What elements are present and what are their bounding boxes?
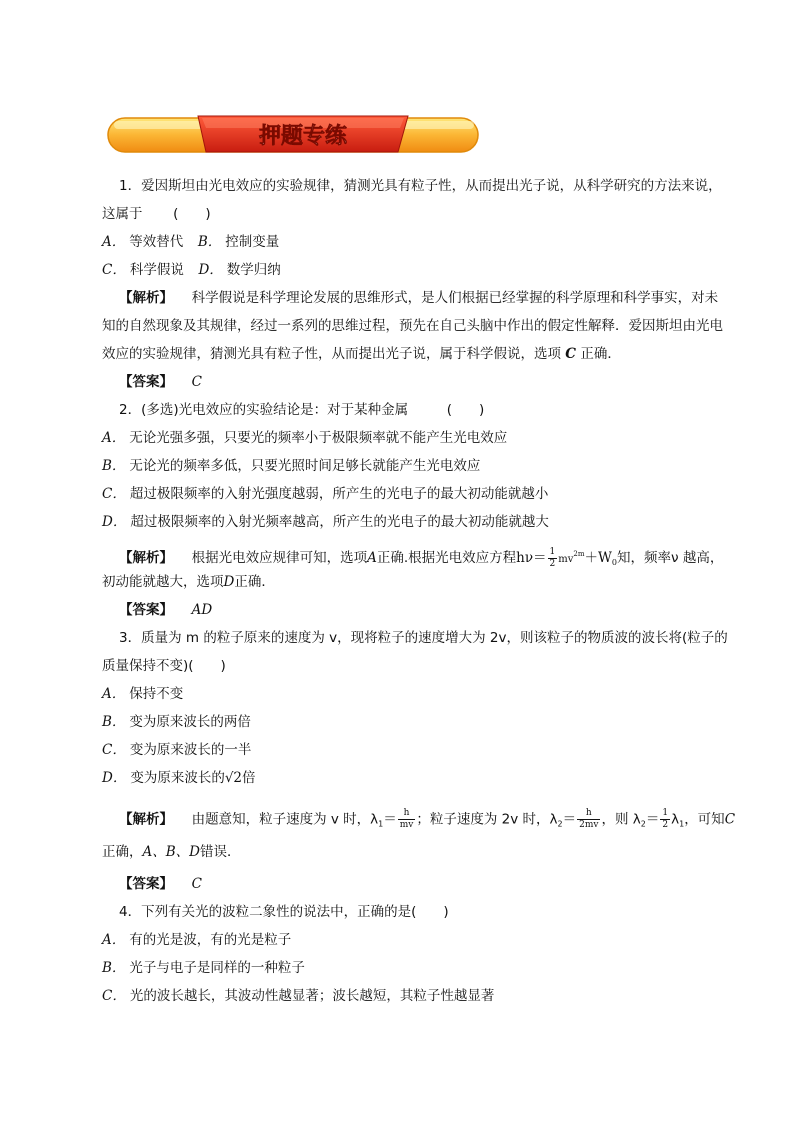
q2-analysis-line2 xyxy=(102,572,275,592)
q3-fraction-2-num: h xyxy=(577,808,600,820)
q1-option-b: 控制变量 xyxy=(225,234,280,250)
q4-stem: 4．下列有关光的波粒二象性的说法中，正确的是( ) xyxy=(119,904,449,920)
q3-fraction-1 xyxy=(398,808,416,831)
q3-analysis-t5: ，可知 xyxy=(684,811,725,828)
q3-stem-line1: 3．质量为 m 的粒子原来的速度为 v，现将粒子的速度增大为 2v，则该粒子的物质波的波长将(粒子的 xyxy=(119,630,728,646)
q1-option-a: 等效替代 xyxy=(129,234,184,250)
q3-fraction-1-num: h xyxy=(398,808,416,820)
q1-option-a-letter: A． xyxy=(102,234,126,250)
q3-option-b: 变为原来波长的两倍 xyxy=(129,714,251,730)
q3-fraction-2 xyxy=(577,808,600,831)
q2-formula-fraction xyxy=(548,547,558,570)
q3-option-d-text-a: 变为原来波长的 xyxy=(130,770,225,786)
q1-option-d-letter: D． xyxy=(198,262,223,278)
q1-answer-value: C xyxy=(191,374,202,390)
q2-analysis-letter-a: A xyxy=(367,550,377,566)
q2-formula-subscript: 0 xyxy=(611,558,617,567)
q3-answer xyxy=(102,874,202,894)
q4-option-a-letter: A． xyxy=(102,932,126,948)
q1-analysis-text3a: 效应的实验规律，猜测光具有粒子性，从而提出光子说，属于科学假说，选项 xyxy=(102,346,561,362)
q4-option-b-row xyxy=(102,958,305,978)
q3-option-a: 保持不变 xyxy=(129,686,184,702)
q3-option-b-letter: B． xyxy=(102,714,126,730)
q3-option-b-row xyxy=(102,712,251,732)
q3-analysis-eq2: ＝ xyxy=(562,811,577,828)
q3-option-d-sqrt: √2 xyxy=(224,770,243,786)
q3-analysis-t1: 由题意知，粒子速度为 v 时，λ xyxy=(191,811,379,828)
q1-analysis-tag: 【解析】 xyxy=(119,290,173,306)
q3-option-a-letter: A． xyxy=(102,686,126,702)
q3-analysis-t3: ，则 λ xyxy=(601,811,641,828)
q1-answer-tag: 【答案】 xyxy=(119,374,173,390)
section-banner xyxy=(106,112,480,156)
q1-analysis-text3b: 正确． xyxy=(580,346,621,362)
q3-analysis-t2: ；粒子速度为 2v 时，λ xyxy=(416,811,558,828)
q3-analysis-sub4: 1 xyxy=(679,819,685,829)
q4-option-b-letter: B． xyxy=(102,960,126,976)
q2-formula-denominator: 2 xyxy=(549,558,556,569)
q2-option-b-row xyxy=(102,456,480,476)
q4-option-a-row xyxy=(102,930,291,950)
q2-option-d-row xyxy=(102,512,549,532)
q3-fraction-3-den: 2 xyxy=(662,820,669,830)
q3-analysis-letter: C xyxy=(724,811,736,828)
q3-analysis-letters: A、B、D xyxy=(142,844,200,860)
q2-bracket: ( ) xyxy=(446,402,485,418)
q2-answer xyxy=(102,600,212,620)
q3-analysis-sub3: 2 xyxy=(640,819,646,829)
q1-stem-text: 这属于 xyxy=(102,206,143,222)
q3-option-c: 变为原来波长的一半 xyxy=(129,742,252,758)
q1-analysis-line2: 知的自然现象及其规律，经过一系列的思维过程，预先在自己头脑中作出的假定性解释．爱因斯坦由光电 xyxy=(102,318,723,334)
q2-option-a: 无论光强多强，只要光的频率小于极限频率就不能产生光电效应 xyxy=(129,430,508,446)
q2-answer-tag: 【答案】 xyxy=(119,602,173,618)
q3-fraction-3 xyxy=(660,808,670,831)
q2-analysis-tag: 【解析】 xyxy=(119,550,173,566)
q3-option-d-row xyxy=(102,768,256,788)
q3-option-d-text-b: 倍 xyxy=(242,770,256,786)
q3-analysis-sub2: 2 xyxy=(557,819,563,829)
q1-option-b-letter: B． xyxy=(197,234,222,250)
q3-answer-value: C xyxy=(191,876,202,892)
q2-analysis-text1a: 根据光电效应规律可知，选项 xyxy=(191,550,368,566)
q2-stem-text: 2．(多选)光电效应的实验结论是：对于某种金属 xyxy=(119,402,409,418)
q2-option-a-row xyxy=(102,428,507,448)
q2-option-d-letter: D． xyxy=(102,514,127,530)
banner-title: 押题专练 xyxy=(258,124,348,149)
q2-analysis-text1b: 正确.根据光电效应方程 xyxy=(376,550,517,566)
q1-analysis-line1 xyxy=(102,288,718,308)
q2-formula-numerator: 1 xyxy=(549,546,556,557)
q3-fraction-1-den: mv xyxy=(399,820,414,830)
q4-option-c: 光的波长越长，其波动性越显著；波长越短，其粒子性越显著 xyxy=(129,988,495,1004)
q1-stem-line2 xyxy=(102,204,211,224)
q3-fraction-3-num: 1 xyxy=(662,808,669,818)
q4-option-a: 有的光是波，有的光是粒子 xyxy=(129,932,292,948)
q2-formula-mv: mv xyxy=(558,554,574,565)
q2-stem xyxy=(102,400,484,420)
q2-analysis-line1 xyxy=(102,544,723,573)
q2-analysis-letter-d: D xyxy=(223,574,235,590)
q2-option-c-letter: C． xyxy=(102,486,126,502)
q2-option-b-letter: B． xyxy=(102,458,126,474)
q1-analysis-letter: C xyxy=(565,346,577,362)
q1-answer xyxy=(102,372,202,392)
q1-option-c-letter: C． xyxy=(102,262,126,278)
q3-analysis-tag: 【解析】 xyxy=(119,811,173,828)
q2-option-a-letter: A． xyxy=(102,430,126,446)
q3-analysis-eq3: ＝ xyxy=(645,811,660,828)
q1-analysis-text1: 科学假说是科学理论发展的思维形式，是人们根据已经掌握的科学原理和科学事实，对未 xyxy=(191,290,719,306)
q3-option-c-letter: C． xyxy=(102,742,126,758)
q3-answer-tag: 【答案】 xyxy=(119,876,173,892)
q4-option-c-row xyxy=(102,986,494,1006)
q3-analysis-text2a: 正确， xyxy=(102,844,143,860)
q4-option-c-letter: C． xyxy=(102,988,126,1004)
banner-graphic xyxy=(106,112,480,156)
q2-option-c: 超过极限频率的入射光强度越弱，所产生的光电子的最大初动能就越小 xyxy=(129,486,549,502)
q1-stem-line1: 1．爱因斯坦由光电效应的实验规律，猜测光具有粒子性，从而提出光子说，从科学研究的方法来说， xyxy=(119,178,722,194)
q3-stem-line2: 质量保持不变)( ) xyxy=(102,658,226,674)
q3-analysis-line2 xyxy=(102,842,241,862)
q1-options-cd xyxy=(102,260,281,280)
q3-option-d-letter: D． xyxy=(102,770,127,786)
q2-option-d: 超过极限频率的入射光频率越高，所产生的光电子的最大初动能就越大 xyxy=(130,514,549,530)
q4-option-b: 光子与电子是同样的一种粒子 xyxy=(129,960,305,976)
q3-analysis-line1 xyxy=(102,808,735,835)
q2-analysis-text2a: 初动能就越大，选项 xyxy=(102,574,224,590)
q2-formula-plus-w: ＋W xyxy=(584,550,612,566)
q3-analysis-t4: λ xyxy=(671,811,680,828)
q2-option-b: 无论光的频率多低，只要光照时间足够长就能产生光电效应 xyxy=(129,458,481,474)
q1-option-d: 数学归纳 xyxy=(226,262,281,278)
q3-option-a-row xyxy=(102,684,183,704)
q1-bracket: ( ) xyxy=(173,206,211,222)
q2-option-c-row xyxy=(102,484,548,504)
q1-options-ab xyxy=(102,232,279,252)
q2-analysis-text2b: 正确． xyxy=(234,574,275,590)
q3-analysis-eq1: ＝ xyxy=(383,811,397,828)
q2-formula-superscript: 2m xyxy=(573,550,585,558)
q3-option-c-row xyxy=(102,740,251,760)
q2-formula-hv: hν＝ xyxy=(516,550,547,566)
q1-analysis-line3 xyxy=(102,344,621,364)
q3-analysis-text2b: 错误． xyxy=(200,844,241,860)
q2-answer-value: AD xyxy=(191,602,213,618)
q1-option-c: 科学假说 xyxy=(129,262,184,278)
q3-analysis-sub1: 1 xyxy=(378,819,384,829)
q3-fraction-2-den: 2mv xyxy=(579,820,599,830)
q2-analysis-text1c: 知，频率ν 越高， xyxy=(617,550,724,566)
